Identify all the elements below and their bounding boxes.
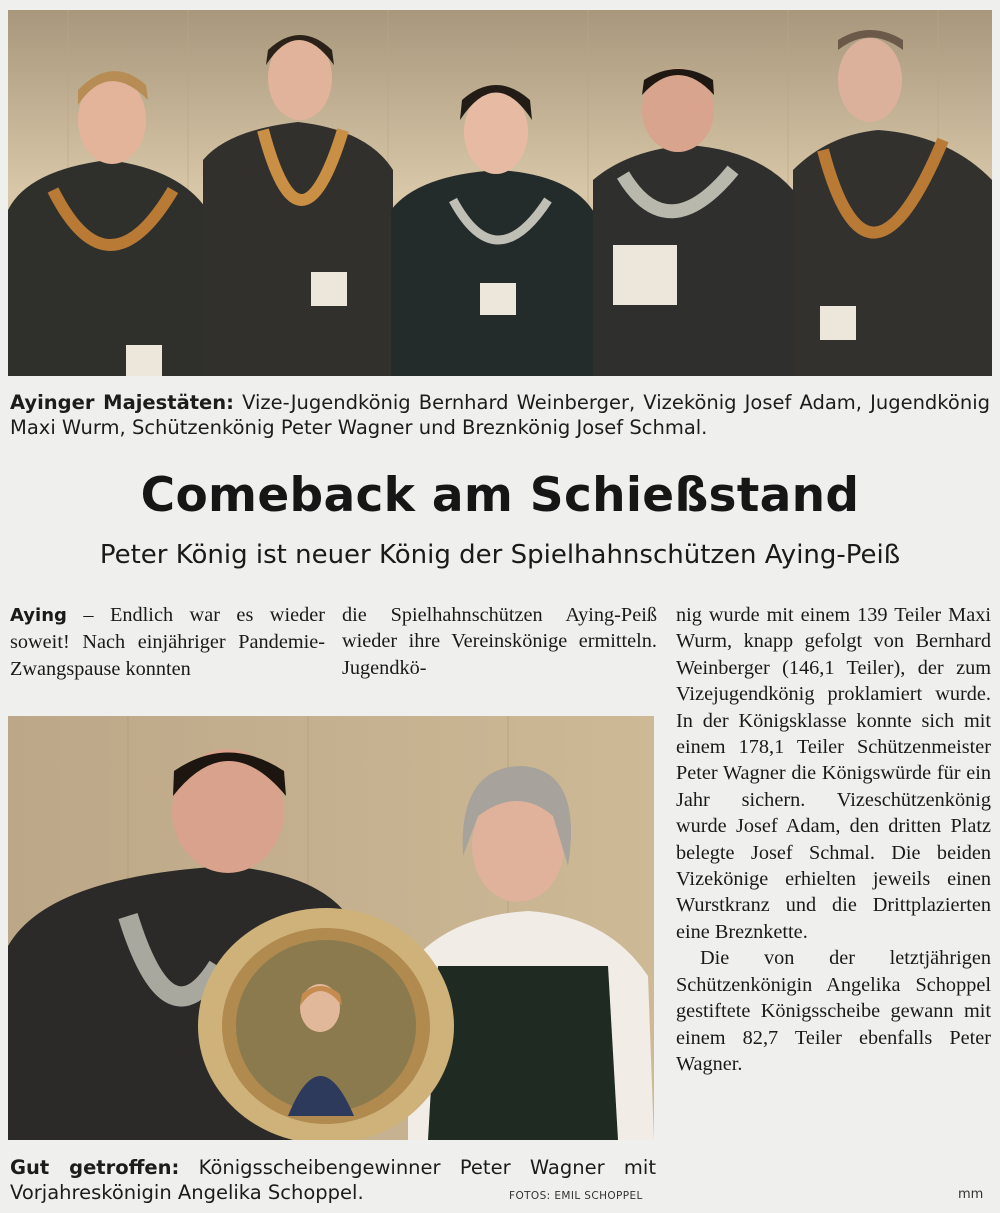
author-signature: mm <box>958 1187 984 1202</box>
column-3-paragraph-1: nig wurde mit einem 139 Teiler Maxi Wurm, knapp gefolgt von Bernhard Weinberger (146,1 Teiler), der zum Vizejugendkönig proklamiert wurde. In der Königsklasse konnte sich mit einem 178,1 Teiler Schützenmeister Peter Wagner die Königswürde für ein Jahr sichern. Vizeschützenkönig wurde Josef Adam, den dritten Platz belegte Josef Schmal. Die beiden Vizekönige erhielten jeweils einen Wurstkranz und die Drittplazierten eine Breznkette. <box>676 604 991 943</box>
top-photo-caption <box>10 390 990 440</box>
column-1-text: – Endlich war es wieder soweit! Nach einjähriger Pandemie-Zwangspause konnten <box>10 604 325 680</box>
article-column-3 <box>676 602 991 1077</box>
top-caption-lead: Ayinger Majestäten: <box>10 391 234 414</box>
bottom-caption-lead: Gut getroffen: <box>10 1156 180 1179</box>
photo-credit: FOTOS: EMIL SCHOPPEL <box>509 1190 643 1202</box>
subheadline: Peter König ist neuer König der Spielhahnschützen Aying-Peiß <box>99 540 901 570</box>
headline: Comeback am Schießstand <box>140 468 860 523</box>
article-column-2 <box>342 602 657 681</box>
bottom-caption-text: Königsscheibengewinner Peter Wagner mit Vorjahreskönigin Angelika Schoppel. <box>10 1156 656 1204</box>
top-caption-text: Vize-Jugendkönig Bernhard Weinberger, Vizekönig Josef Adam, Jugendkönig Maxi Wurm, Schützenkönig Peter Wagner und Breznkönig Josef Schmal. <box>10 391 990 439</box>
bottom-award-photo <box>8 716 654 1140</box>
dateline: Aying <box>10 605 67 626</box>
column-2-text: die Spielhahnschützen Aying-Peiß wieder ihre Vereinskönige ermitteln. Jugendkö- <box>342 604 657 679</box>
article-column-1 <box>10 602 325 682</box>
top-group-photo <box>8 10 992 376</box>
column-3-paragraph-2: Die von der letztjährigen Schützenkönigin Angelika Schoppel gestiftete Königsscheibe gewann mit einem 82,7 Teiler ebenfalls Peter Wagner. <box>676 947 991 1075</box>
